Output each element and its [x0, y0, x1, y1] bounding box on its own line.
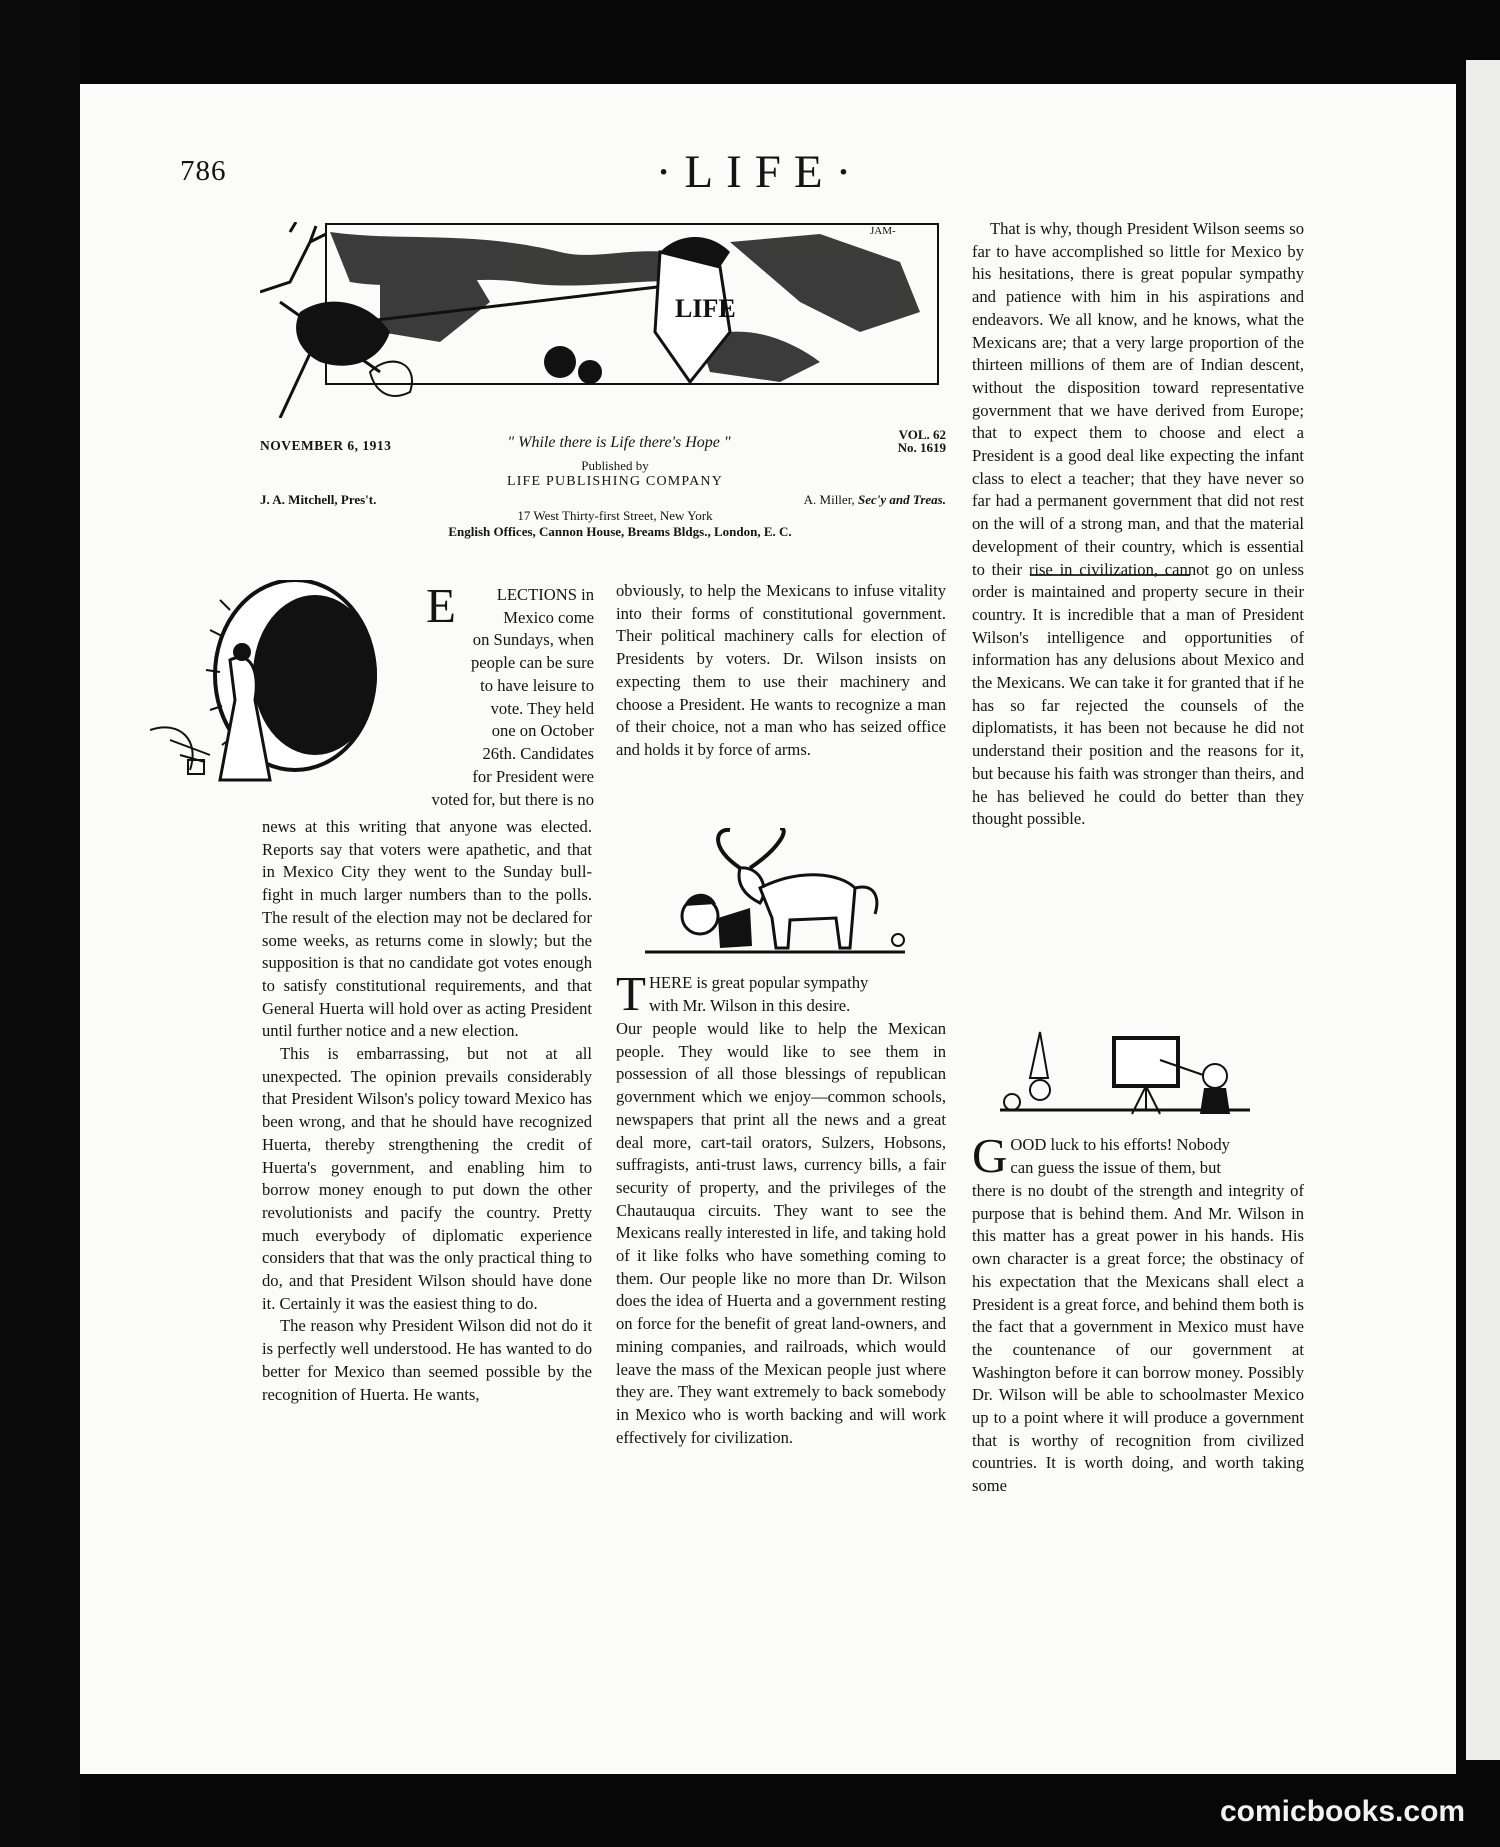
publisher-company: LIFE PUBLISHING COMPANY [506, 474, 724, 489]
e-line-8: 26th. Candidates [482, 743, 594, 763]
secretary-name: A. Miller, [803, 492, 855, 507]
g-line-2: can guess the issue of them, but [1010, 1157, 1221, 1177]
sympathy-intro [616, 966, 946, 1021]
drop-cap-g: G [972, 1128, 1008, 1183]
english-offices: English Offices, Cannon House, Breams Bldgs., London, E. C. [448, 524, 792, 539]
secretary-title: Sec'y and Treas. [858, 492, 946, 507]
secretary-credit [740, 492, 946, 508]
artist-signature: JAM- [870, 225, 896, 237]
paragraph: The reason why President Wilson did not do it is perfectly well understood. He has wanted to do better for Mexico than seemed possible by the recognition of Huerta. He wants, [262, 1316, 592, 1404]
masthead-title: ·LIFE· [655, 146, 865, 198]
e-line-1: LECTIONS in [496, 585, 594, 604]
motto: " While there is Life there's Hope " [507, 434, 731, 451]
page-number: 786 [180, 155, 227, 187]
drop-cap-e: E [426, 578, 456, 633]
e-line-4: people can be sure [470, 653, 594, 673]
issue-number: No. 1619 [897, 440, 946, 455]
drop-cap-t: T [616, 966, 646, 1021]
column-3-top [972, 218, 1304, 831]
president-credit: J. A. Mitchell, Pres't. [260, 492, 377, 507]
source-watermark: comicbooks.com [1220, 1795, 1466, 1828]
t-line-1: HERE is great popular sympathy [648, 973, 869, 992]
published-by: Published by [581, 458, 649, 473]
e-line-9: for President were [472, 767, 594, 786]
issue-date: NOVEMBER 6, 1913 [260, 438, 392, 453]
bull-illustration [640, 828, 910, 960]
adjacent-page-edge [1466, 60, 1500, 1760]
paragraph: there is no doubt of the strength and integrity of purpose that is behind them. And Mr. Wilson in this matter has a great power in his hands. His own character is a great force; the obstinacy of his expectation that the Mexicans shall elect a President is a great force, and behind them both is the fact that a government in Mexico must have the countenance of our government at Washington before it can borrow money. Possibly Dr. Wilson will be able to schoolmaster Mexico up to a point where it will produce a government that is worthy of recognition from civilized countries. It is worth doing, and worth taking some [972, 1181, 1304, 1496]
paragraph: That is why, though President Wilson seems so far to have accomplished so little for Mexico by his hesitations, there is great popular sympathy and patience with him in his aspirations and endeavors. We all know, and he knows, what the Mexicans are; that a very large proportion of the thirteen millions of them are of Indian descent, without the disposition toward representative government that we have derived from Europe; that to expect them to choose and elect a President is a good deal like expecting the infant class to elect a teacher; that they have never so far had a permanent government that did not rest on the will of a strong man, and that the material development of their country, which is essential to their rise in civilization, cannot go on unless order is maintained and property secure in their country. It is incredible that a man of President Wilson's intelligence and opportunities of information has any delusions about Mexico and the Mexicans. We can take it for granted that if he has so far rejected the counsels of the diplomatists, it has been not because he did not understand their position and the reasons for it, but because his faith was stronger than theirs, and he has believed he could do better than they thought possible. [972, 219, 1304, 829]
column-2-bottom [616, 1018, 946, 1449]
e-line-3: on Sundays, when [472, 630, 594, 650]
schoolmaster-illustration [1000, 1030, 1260, 1120]
paragraph: news at this writing that anyone was elected. Reports say that voters were apathetic, and that in Mexico City they went to the Sunday bull-fight in much larger numbers than to the polls. The result of the election may not be declared for some weeks, as returns come in slowly; but the supposition is that no candidate got votes enough to satisfy constitutional requirements, and that General Huerta will hold over as acting President until further notice and a new election. [262, 817, 592, 1041]
good-luck-intro [972, 1128, 1304, 1183]
e-line-7: one on October [491, 721, 594, 741]
barrel-illustration [150, 580, 390, 790]
paragraph: This is embarrassing, but not at all unexpected. The opinion prevails considerably that President Wilson's policy toward Mexico has been wrong, and that he should have recognized Huerta, thereby strengthening the credit of Huerta's government, and enabling him to borrow money enough to put down the other revolutionists and pacify the country. Pretty much everybody of diplomatic experience considers that that was the only practical thing to do, and that President Wilson should have done it. Certainly it was the easiest thing to do. [262, 1044, 592, 1313]
column-3-bottom [972, 1180, 1304, 1498]
t-line-2: with Mr. Wilson in this desire. [648, 995, 851, 1015]
office-address: 17 West Thirty-first Street, New York [517, 508, 713, 523]
e-line-6: vote. They held [490, 698, 594, 718]
paragraph: obviously, to help the Mexicans to infuse vitality into their forms of constitutional government. Their political machinery calls for election of Presidents by voters. Dr. Wilson insists on expecting them to use their machinery and choose a President. He wants to recognize a man of their choice, not a man who has seized office and holds it by force of arms. [616, 581, 946, 759]
scan-border [0, 0, 80, 1847]
column-2-top [616, 580, 946, 762]
e-line-10: voted for, but there is no [431, 790, 594, 809]
election-intro [426, 578, 594, 766]
volume-number [868, 428, 946, 454]
g-line-1: OOD luck to his efforts! Nobody [1010, 1135, 1230, 1154]
column-1 [262, 816, 592, 1406]
e-line-2: Mexico come [503, 607, 594, 627]
volume-label: VOL. 62 [898, 427, 946, 442]
paragraph: Our people would like to help the Mexican people. They would like to see them in possession of all those blessings of republican government which we enjoy—common schools, newspapers that print all the news and a great deal more, cart-tail orators, Sulzers, Hobsons, suffragists, anti-trust laws, currency bills, a fair security of property, and the privileges of the Chautauqua circuits. They want to see the Mexicans really interested in life, and taking hold of it like folks who have something coming to them. Our people like no more than Dr. Wilson does the idea of Huerta and a government resting on force for the benefit of great land-owners, and mining companies, and railroads, which would leave the mass of the Mexican people just where they are. They want extremely to back somebody in Mexico who is worth backing and will work effectively for civilization. [616, 1019, 946, 1447]
e-line-5: to have leisure to [480, 675, 594, 695]
shield-text: LIFE [675, 294, 736, 323]
banner-illustration [260, 222, 942, 418]
